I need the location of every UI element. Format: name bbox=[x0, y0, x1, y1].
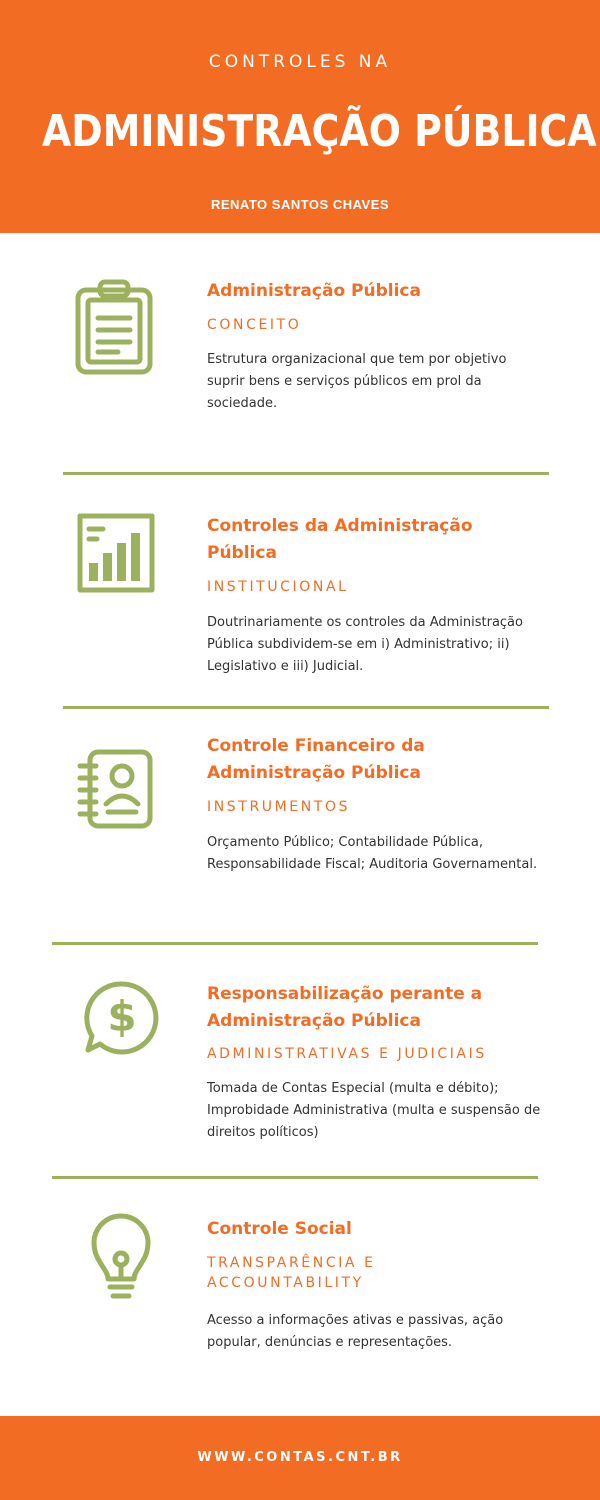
section-divider bbox=[52, 942, 538, 945]
header-banner bbox=[0, 0, 600, 233]
section-description: Tomada de Contas Especial (multa e débito); Improbidade Administrativa (multa e suspensão de direitos políticos) bbox=[207, 1081, 541, 1140]
section-title: Administração Pública bbox=[207, 281, 421, 301]
section-divider bbox=[52, 1176, 538, 1179]
lightbulb-icon bbox=[88, 1213, 154, 1307]
dollar-chat-icon bbox=[82, 980, 162, 1056]
author-name: RENATO SANTOS CHAVES bbox=[210, 197, 390, 212]
bar-chart-icon bbox=[77, 513, 155, 593]
section-title: Controle Financeiro da Administração Pública bbox=[207, 736, 425, 783]
svg-text:$: $ bbox=[107, 992, 137, 1041]
section-subtitle: INSTITUCIONAL bbox=[207, 579, 349, 595]
clipboard-icon bbox=[72, 278, 156, 376]
section-title: Controles da Administração Pública bbox=[207, 516, 473, 563]
footer-banner bbox=[0, 1416, 600, 1500]
section-description: Orçamento Público; Contabilidade Pública, Responsabilidade Fiscal; Auditoria Governamental. bbox=[207, 835, 538, 872]
section-divider bbox=[63, 706, 549, 709]
section-title: Responsabilização perante a Administração Pública bbox=[207, 984, 483, 1031]
section-title: Controle Social bbox=[207, 1219, 352, 1239]
section-subtitle: CONCEITO bbox=[207, 317, 302, 333]
address-book-icon bbox=[76, 748, 156, 830]
section-subtitle: TRANSPARÊNCIA E ACCOUNTABILITY bbox=[207, 1255, 376, 1291]
section-description: Acesso a informações ativas e passivas, ação popular, denúncias e representações. bbox=[207, 1313, 504, 1350]
section-description: Doutrinariamente os controles da Administração Pública subdividem-se em i) Administrativo; ii) Legislativo e iii) Judicial. bbox=[207, 615, 523, 674]
header-supertitle: CONTROLES NA bbox=[208, 52, 392, 72]
section-description: Estrutura organizacional que tem por objetivo suprir bens e serviços públicos em prol da sociedade. bbox=[207, 352, 507, 411]
section-subtitle: INSTRUMENTOS bbox=[207, 799, 351, 815]
footer-url[interactable]: WWW.CONTAS.CNT.BR bbox=[197, 1450, 403, 1465]
section-subtitle: ADMINISTRATIVAS E JUDICIAIS bbox=[207, 1046, 487, 1062]
page-title: ADMINISTRAÇÃO PÚBLICA bbox=[42, 106, 597, 157]
section-divider bbox=[63, 472, 549, 475]
